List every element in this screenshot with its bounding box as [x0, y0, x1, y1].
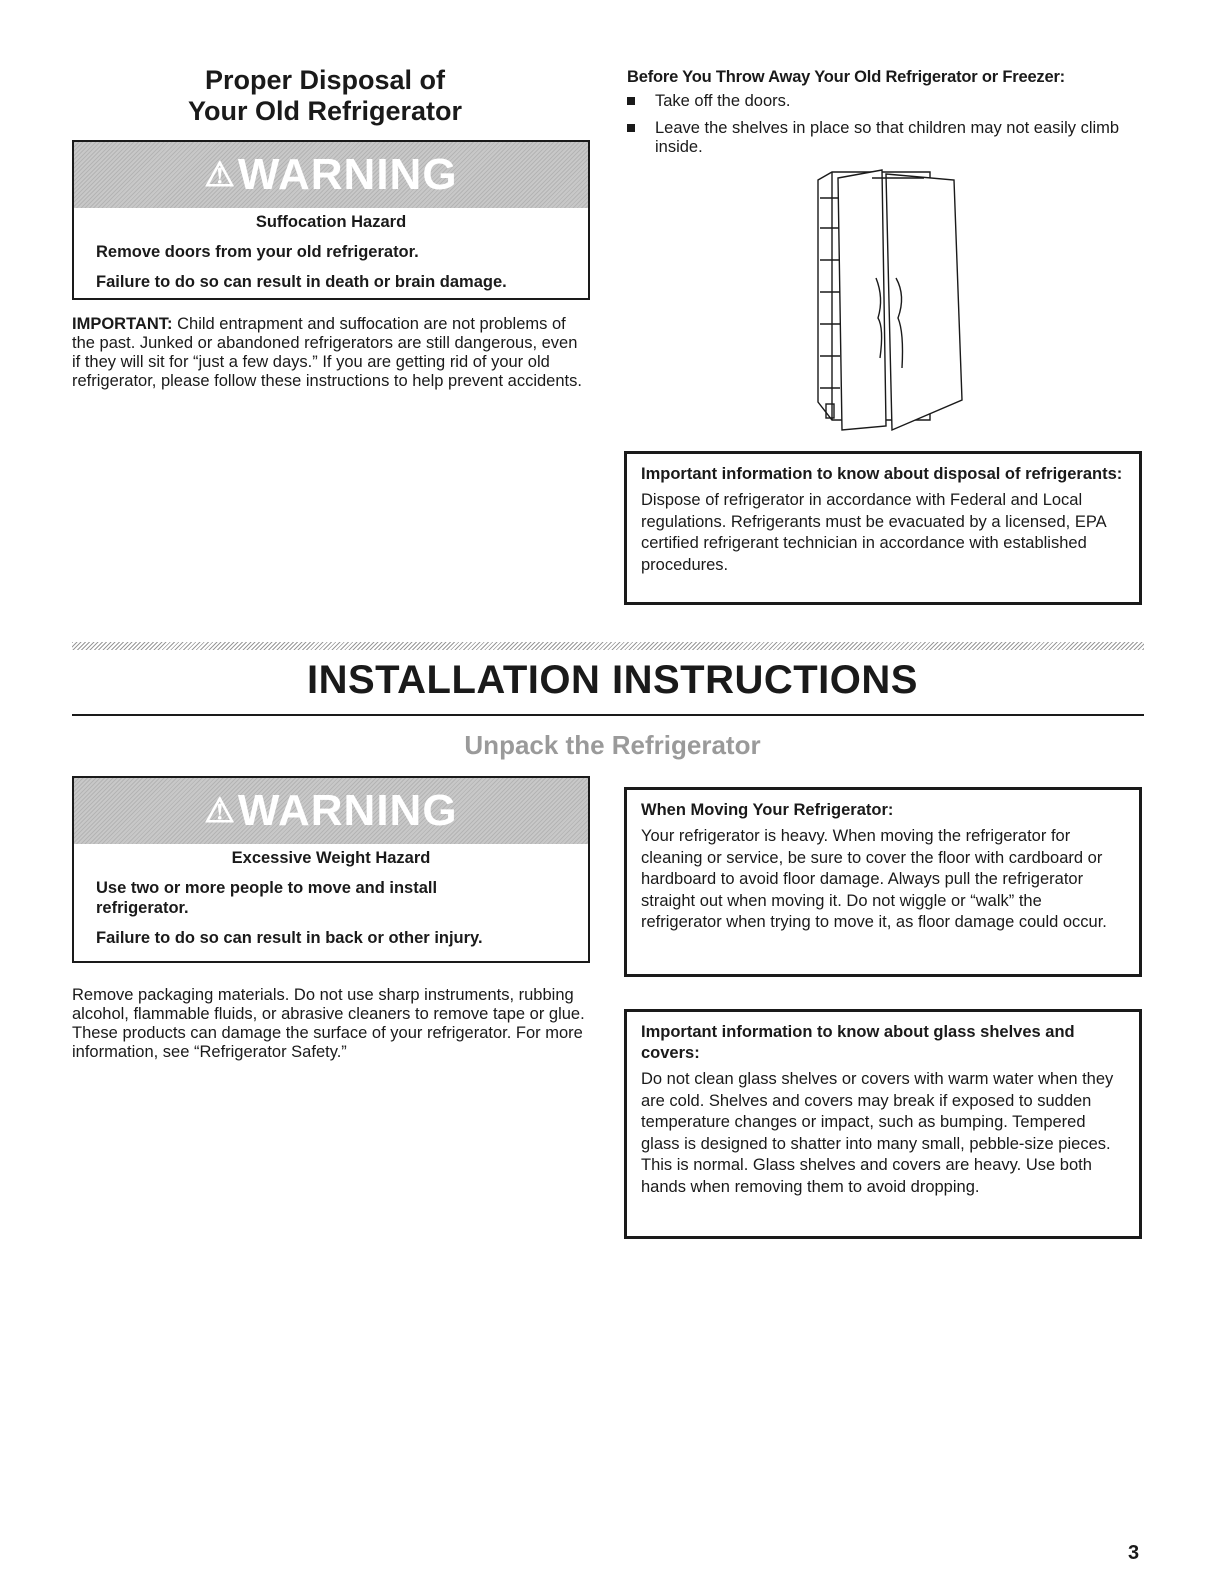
before-throw-heading: Before You Throw Away Your Old Refrigerator or Freezer:	[627, 68, 1065, 86]
suffocation-warning-box	[72, 140, 590, 300]
glass-box-text: Do not clean glass shelves or covers with warm water when they are cold. Shelves and covers may break if exposed to sudden temperature changes or impact, such as bumping. Tempered glass is designed to shatter into many small, pebble-size pieces. This is normal. Glass shelves and covers are heavy. Use both hands when removing them to avoid dropping.	[641, 1070, 1114, 1196]
refrigerator-doors-removed-illustration	[812, 168, 972, 436]
disposal-title	[110, 65, 540, 127]
warning-body	[74, 208, 588, 308]
page-number: 3	[1128, 1542, 1140, 1564]
title-underline	[72, 714, 1144, 716]
warning-hazard-title: Excessive Weight Hazard	[231, 849, 431, 867]
disposal-title-line1: Proper Disposal of	[204, 65, 446, 95]
bullet-square-icon	[627, 97, 635, 105]
list-item: Take off the doors.	[627, 92, 1127, 111]
warning-consequence: Failure to do so can result in death or brain damage.	[96, 273, 507, 291]
warning-label: WARNING	[237, 150, 458, 199]
disposal-title-line2: Your Old Refrigerator	[187, 96, 463, 126]
remove-packaging-paragraph: Remove packaging materials. Do not use sharp instruments, rubbing alcohol, flammable fluids, or abrasive cleaners to remove tape or glue. These products can damage the surface of your refrigerator. For more information, see “Refrigerator Safety.”	[72, 986, 585, 1061]
refrigerant-disposal-box	[624, 451, 1142, 605]
important-text: Child entrapment and suffocation are not problems of the past. Junked or abandoned refrigerators are still dangerous, even if they will sit for “just a few days.” If you are getting rid of your old refrigerator, please follow these instructions to help prevent accidents.	[72, 315, 582, 390]
important-paragraph	[72, 315, 587, 391]
warning-body	[74, 844, 588, 964]
list-item: Leave the shelves in place so that children may not easily climb inside.	[627, 119, 1127, 157]
warning-header	[74, 142, 588, 208]
refrigerant-box-text: Dispose of refrigerator in accordance with Federal and Local regulations. Refrigerants must be evacuated by a licensed, EPA certified refrigerant technician in accordance with established procedures.	[641, 491, 1106, 574]
warning-triangle-icon: ⚠	[204, 156, 236, 194]
important-label: IMPORTANT:	[72, 315, 173, 333]
glass-box-heading: Important information to know about glass shelves and covers:	[641, 1023, 1075, 1062]
bullet-square-icon	[627, 124, 635, 132]
warning-label: WARNING	[237, 786, 458, 835]
weight-warning-box	[72, 776, 590, 963]
warning-instruction: Use two or more people to move and install refrigerator.	[96, 879, 438, 917]
moving-refrigerator-box	[624, 787, 1142, 977]
moving-box-text: Your refrigerator is heavy. When moving the refrigerator for cleaning or service, be sure to cover the floor with cardboard or hardboard to avoid floor damage. Always pull the refrigerator straight out when moving it. Do not wiggle or “walk” the refrigerator when trying to move it, as floor damage could occur.	[641, 827, 1107, 931]
section-subtitle: Unpack the Refrigerator	[464, 730, 761, 760]
warning-instruction: Remove doors from your old refrigerator.	[96, 243, 419, 261]
before-throw-list	[627, 92, 1127, 165]
moving-box-heading: When Moving Your Refrigerator:	[641, 801, 894, 819]
section-divider	[72, 642, 1144, 650]
warning-hazard-title: Suffocation Hazard	[255, 213, 407, 231]
warning-header	[74, 778, 588, 844]
refrigerant-box-heading: Important information to know about disposal of refrigerants:	[641, 465, 1123, 483]
page-title: INSTALLATION INSTRUCTIONS	[307, 658, 918, 702]
glass-shelves-box	[624, 1009, 1142, 1239]
warning-triangle-icon: ⚠	[204, 792, 236, 830]
warning-consequence: Failure to do so can result in back or other injury.	[96, 929, 483, 947]
